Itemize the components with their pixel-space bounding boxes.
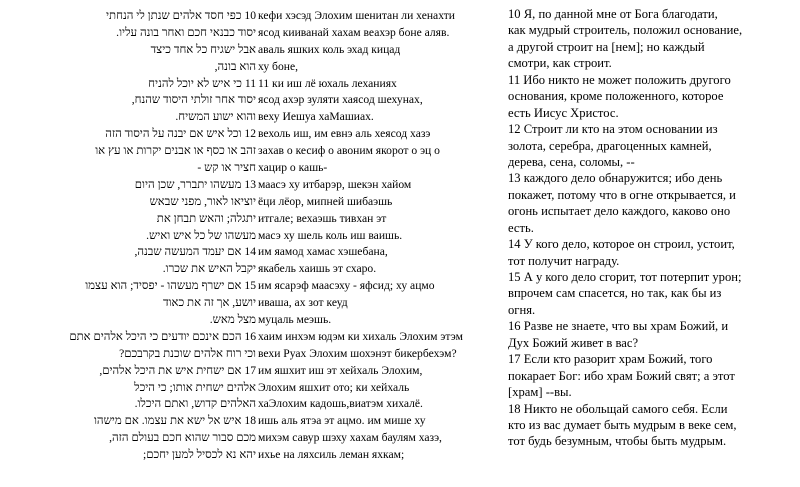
transliteration-line: иваша, ах зот кеуд xyxy=(258,296,348,310)
hebrew-line: מכם סבור שהוא חכם בעולם הזה, xyxy=(109,431,256,445)
hebrew-line: וכי רוח אלהים שוכנת בקרבכם? xyxy=(119,346,256,360)
russian-line: 12 Строит ли кто на этом основании из xyxy=(508,122,718,137)
transliteration-column xyxy=(258,0,504,464)
transliteration-line: якабель хаишь эт схаро. xyxy=(258,262,377,276)
hebrew-line: מצל מאש. xyxy=(209,313,256,327)
russian-line: 13 каждого дело обнаружится; ибо день xyxy=(508,171,723,186)
hebrew-line: 11 כי איש לא יוכל להניח xyxy=(148,76,256,90)
transliteration-line: 11 ки иш лё юхаль леханиях xyxy=(258,76,397,90)
russian-line: 15 А у кого дело сгорит, тот потерпит урон; xyxy=(508,270,742,284)
transliteration-line: ху боне, xyxy=(258,59,298,73)
transliteration-line: им ясарэф маасэху - яфсид; ху ацмо xyxy=(258,279,435,293)
hebrew-line: 10 כפי חסד אלהים שנתן לי הנחתי xyxy=(106,9,256,22)
russian-line: есть Иисус Христос. xyxy=(508,105,619,120)
russian-line: как мудрый строитель, положил основание, xyxy=(508,23,743,38)
hebrew-line: יהא נא לכסיל למען יחכם; xyxy=(143,448,256,462)
hebrew-line: יושע, אך זה את כאוד xyxy=(162,296,256,310)
russian-line: огня. xyxy=(508,302,536,317)
hebrew-line: 18 איש אל ישא את עצמו. אם מישהו xyxy=(93,414,256,428)
hebrew-line: 17 אם ישחית איש את היכל אלהים, xyxy=(99,363,256,377)
hebrew-line: מעשהו של כל איש ואיש. xyxy=(146,228,256,242)
hebrew-line: חציר או קש - xyxy=(197,161,256,175)
hebrew-line: אבל ישגיח כל אחד כיצד xyxy=(150,42,256,56)
transliteration-line: хаЭлохим кадошь,виатэм хихалё. xyxy=(258,397,423,411)
transliteration-line: ёци лёор, мипней шибаэшь xyxy=(258,194,393,208)
russian-line: огонь испытает дело каждого, каково оно xyxy=(508,204,731,219)
transliteration-line: аваль яшких коль эхад кицад xyxy=(258,42,401,56)
hebrew-line: 16 הכם אינכם יודעים כי היכל אלהים אתם xyxy=(69,329,256,343)
hebrew-line: 13 מעשהו יתברר, שכן היום xyxy=(134,177,256,191)
hebrew-column xyxy=(0,0,256,464)
transliteration-line: ихье на ляхсиль леман яхкам; xyxy=(258,448,405,462)
transliteration-line: веху Иешуа хаМашиах. xyxy=(258,110,374,124)
transliteration-line: хацир о кашь- xyxy=(258,161,328,175)
transliteration-line: маасэ ху итбарэр, шекэн хайом xyxy=(258,177,412,191)
russian-line: 14 У кого дело, которое он строил, устоит, xyxy=(508,237,735,252)
transliteration-line: муцаль меэшь. xyxy=(258,313,332,327)
hebrew-line: אלהים ישחית אותו; כי היכל xyxy=(134,380,256,394)
hebrew-line: יסוד כבנאי חכם ואחר בונה עליו. xyxy=(116,25,256,39)
transliteration-line: Элохим яшхит ото; ки хейхаль xyxy=(258,380,410,394)
transliteration-line: вехоль иш, им евнэ аль хеясод хазэ xyxy=(258,127,431,141)
russian-line: Дух Божий живет в вас? xyxy=(508,335,639,350)
hebrew-line: יתגלה; והאש תבחן את xyxy=(156,211,256,225)
russian-line: а другой строит на [нем]; но каждый xyxy=(508,39,705,54)
russian-line: золота, серебра, драгоценных камней, xyxy=(508,138,712,153)
russian-line: 18 Никто не обольщай самого себя. Если xyxy=(508,401,728,416)
russian-line: 16 Разве не знаете, что вы храм Божий, и xyxy=(508,319,729,334)
russian-column xyxy=(508,0,798,450)
transliteration-line: вехи Руах Элохим шохэнэт бикербехэм? xyxy=(258,346,457,360)
russian-line: покарает Бог: ибо храм Божий свят; а этот xyxy=(508,368,735,383)
russian-line: 17 Если кто разорит храм Божий, того xyxy=(508,352,713,367)
transliteration-line: ишь аль ятэа эт ацмо. им мише ху xyxy=(258,414,426,428)
transliteration-line: захав о кесиф о авоним якорот о эц о xyxy=(258,144,440,158)
transliteration-line: михэм савур шэху хахам баулям хазэ, xyxy=(258,431,442,445)
transliteration-line: ясод ахэр зуляти хаясод шехунах, xyxy=(258,93,423,107)
hebrew-line: והוא ישוע המשיח. xyxy=(175,110,256,124)
russian-line: покажет, потому что в огне открывается, и xyxy=(508,187,736,202)
hebrew-line: האלהים קדוש, ואתם היכלו. xyxy=(134,397,256,411)
transliteration-line: кефи хэсэд Элохим шенитан ли хенахти xyxy=(258,9,455,22)
russian-line: основания, кроме положенного, которое xyxy=(508,89,724,104)
hebrew-line: יקבל האיש את שכרו. xyxy=(162,262,256,276)
russian-line: тот будь безумным, чтобы быть мудрым. xyxy=(508,434,727,449)
russian-line: дерева, сена, соломы, -- xyxy=(508,154,635,169)
hebrew-line: 14 אם יעמד המעשה שבנה, xyxy=(134,245,256,259)
russian-line: впрочем сам спасется, но так, как бы из xyxy=(508,286,722,301)
transliteration-line: ясод кииванай хахам веахэр боне аляв. xyxy=(258,25,450,39)
transliteration-line: итгале; вехаэшь тивхан эт xyxy=(258,211,387,225)
transliteration-line: хаим инхэм юдэм ки хихаль Элохим этэм xyxy=(258,329,463,343)
russian-line: смотри, как строит. xyxy=(508,56,612,71)
hebrew-line: 15 אם ישרף מעשהו - יפסיד; הוא עצמו xyxy=(85,279,256,293)
russian-line: [храм] --вы. xyxy=(508,385,572,400)
transliteration-line: им яамод хамас хэшебана, xyxy=(258,245,388,259)
russian-line: 11 Ибо никто не может положить другого xyxy=(508,72,731,87)
transliteration-line: масэ ху шель коль иш ваишь. xyxy=(258,228,403,242)
russian-line: 10 Я, по данной мне от Бога благодати, xyxy=(508,7,718,21)
hebrew-line: יסוד אחר זולתי היסוד שהנח, xyxy=(131,93,256,107)
russian-line: есть. xyxy=(508,220,534,235)
hebrew-line: זהב או כסף או אבנים יקרות או עץ או xyxy=(95,144,256,158)
russian-line: кто из вас думает быть мудрым в веке сем, xyxy=(508,417,737,432)
russian-line: тот получит награду. xyxy=(508,253,620,268)
hebrew-line: יוציאו לאור, מפני שבאש xyxy=(149,194,256,208)
hebrew-line: הוא בונה, xyxy=(214,59,256,73)
transliteration-line: им яшхит иш эт хейхаль Элохим, xyxy=(258,363,423,377)
hebrew-line: 12 וכל איש אם יבנה על היסוד הזה xyxy=(105,127,256,141)
